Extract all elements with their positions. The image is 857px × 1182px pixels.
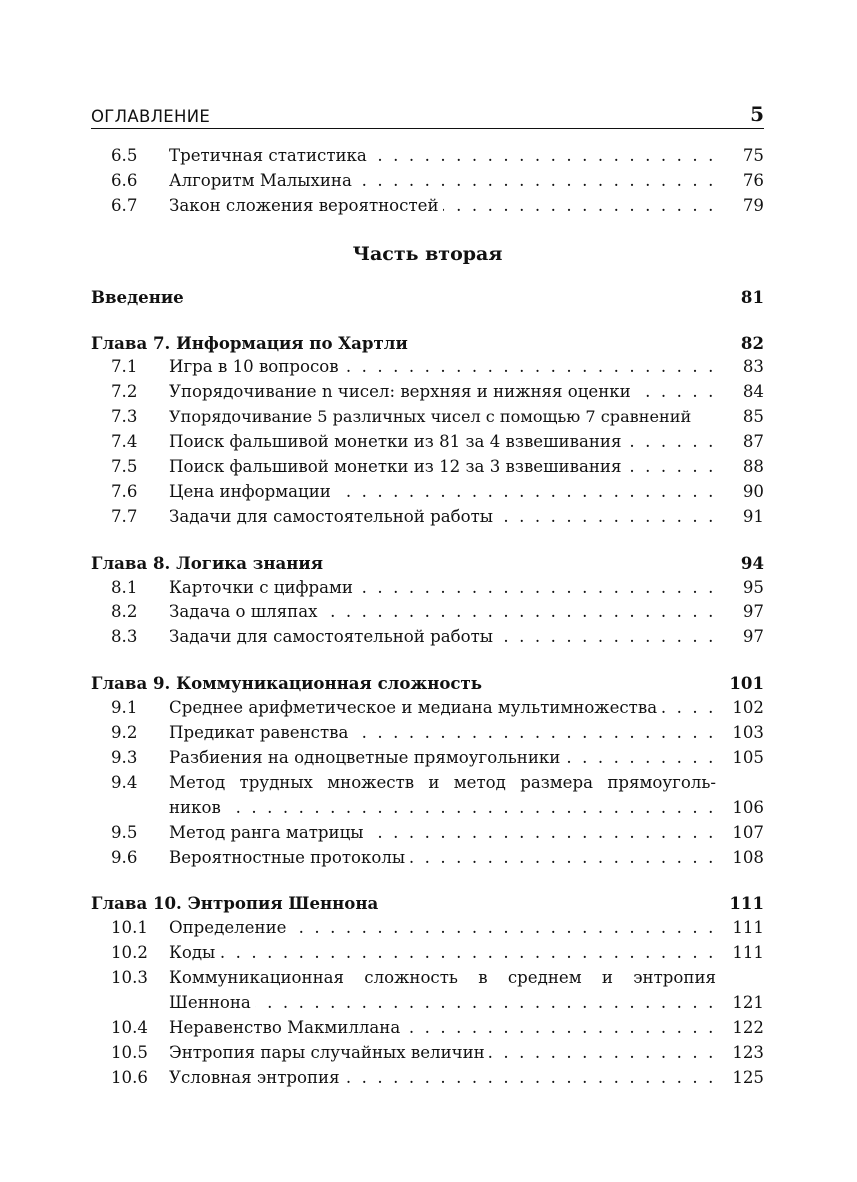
section-title: Условная энтропия xyxy=(169,1068,344,1087)
toc-entry[interactable] xyxy=(91,746,764,771)
section-number: 8.2 xyxy=(111,602,138,622)
section-title: Метод ранга матрицы xyxy=(169,823,367,842)
section-title: Алгоритм Малыхина xyxy=(169,171,356,190)
section-page: 108 xyxy=(732,847,764,867)
toc-chapter-10[interactable] xyxy=(91,891,764,916)
toc-entry[interactable] xyxy=(91,625,764,650)
chapter-page: 101 xyxy=(729,673,764,694)
section-title: Карточки с цифрами xyxy=(169,578,357,597)
toc-entry[interactable] xyxy=(91,455,764,480)
section-number: 10.2 xyxy=(111,943,148,963)
toc-entry[interactable] xyxy=(91,771,764,821)
section-number: 9.2 xyxy=(111,723,138,743)
chapter-title: Глава 7. Информация по Хартли xyxy=(91,332,408,353)
toc-entry[interactable] xyxy=(91,941,764,966)
section-title: Поиск фальшивой монетки из 12 за 3 взвешивания xyxy=(169,457,625,476)
toc-introduction[interactable] xyxy=(91,285,764,310)
section-number: 8.3 xyxy=(111,627,138,647)
toc-entry[interactable] xyxy=(91,576,764,601)
section-title: Вероятностные протоколы xyxy=(169,848,409,867)
section-title: Упорядочивание n чисел: верхняя и нижняя оценки xyxy=(169,382,635,401)
toc-entry[interactable] xyxy=(91,169,764,194)
section-title: Определение xyxy=(169,918,290,937)
section-number: 10.4 xyxy=(111,1017,148,1037)
section-title-line2: ников xyxy=(169,798,225,817)
chapter-title: Глава 8. Логика знания xyxy=(91,552,323,573)
section-number: 8.1 xyxy=(111,577,138,597)
section-title: Задачи для самостоятельной работы xyxy=(169,627,497,646)
toc-chapter-9[interactable] xyxy=(91,671,764,696)
section-number: 7.3 xyxy=(111,407,138,427)
section-page: 97 xyxy=(742,627,764,647)
section-title: Разбиения на одноцветные прямоугольники xyxy=(169,748,564,767)
running-head-title: ОГЛАВЛЕНИЕ xyxy=(91,107,211,126)
section-title: Задачи для самостоятельной работы xyxy=(169,507,497,526)
section-number: 6.6 xyxy=(111,170,138,190)
section-page: 107 xyxy=(732,822,764,842)
chapter-page: 111 xyxy=(729,893,764,914)
introduction-title: Введение xyxy=(91,286,184,307)
chapter-page: 94 xyxy=(740,552,764,573)
section-number: 10.3 xyxy=(111,968,148,988)
section-title: Коды xyxy=(169,943,219,962)
section-page: 88 xyxy=(742,457,764,477)
section-title: Неравенство Макмиллана xyxy=(169,1018,404,1037)
running-head xyxy=(91,102,764,126)
section-number: 10.6 xyxy=(111,1067,148,1087)
section-number: 7.4 xyxy=(111,432,138,452)
section-title: Игра в 10 вопросов xyxy=(169,357,343,376)
section-page: 85 xyxy=(742,407,764,427)
toc-entry[interactable] xyxy=(91,405,764,430)
section-page: 105 xyxy=(732,747,764,767)
table-of-contents xyxy=(91,144,764,1091)
section-number: 6.7 xyxy=(111,195,138,215)
section-number: 10.1 xyxy=(111,918,148,938)
section-page: 103 xyxy=(732,723,764,743)
section-title: Энтропия пары случайных величин xyxy=(169,1043,489,1062)
section-number: 9.3 xyxy=(111,747,138,767)
section-page: 75 xyxy=(742,146,764,165)
toc-entry[interactable] xyxy=(91,144,764,169)
section-page: 123 xyxy=(732,1042,764,1062)
toc-entry[interactable] xyxy=(91,600,764,625)
toc-chapter-8[interactable] xyxy=(91,551,764,576)
toc-entry[interactable] xyxy=(91,505,764,530)
toc-entry[interactable] xyxy=(91,480,764,505)
toc-entry[interactable] xyxy=(91,1041,764,1066)
section-title: Третичная статистика xyxy=(169,146,371,165)
section-page: 121 xyxy=(732,992,764,1012)
section-page: 102 xyxy=(732,698,764,718)
toc-entry[interactable] xyxy=(91,430,764,455)
section-number: 7.5 xyxy=(111,457,138,477)
toc-entry[interactable] xyxy=(91,355,764,380)
section-title: Закон сложения вероятностей xyxy=(169,196,443,215)
toc-entry[interactable] xyxy=(91,916,764,941)
header-rule xyxy=(91,128,764,129)
section-page: 111 xyxy=(732,918,764,938)
chapter-page: 82 xyxy=(740,332,764,353)
section-number: 9.4 xyxy=(111,772,138,792)
section-page: 76 xyxy=(742,170,764,190)
section-title: Упорядочивание 5 различных чисел с помощью 7 сравнений xyxy=(169,407,692,427)
toc-entry[interactable] xyxy=(91,721,764,746)
section-page: 83 xyxy=(742,357,764,377)
section-title: Поиск фальшивой монетки из 81 за 4 взвешивания xyxy=(169,432,625,451)
toc-entry[interactable] xyxy=(91,966,764,1016)
section-number: 7.6 xyxy=(111,481,138,501)
section-number: 9.1 xyxy=(111,698,138,718)
section-title-line1: Коммуникационная сложность в среднем и энтропия xyxy=(169,968,716,988)
toc-entry[interactable] xyxy=(91,846,764,871)
running-head-page-number: 5 xyxy=(750,102,764,126)
toc-entry[interactable] xyxy=(91,696,764,721)
section-title: Задача о шляпах xyxy=(169,602,322,621)
toc-chapter-7[interactable] xyxy=(91,331,764,356)
toc-entry[interactable] xyxy=(91,821,764,846)
toc-entry[interactable] xyxy=(91,1016,764,1041)
section-title: Предикат равенства xyxy=(169,723,352,742)
section-page: 79 xyxy=(742,195,764,215)
section-page: 95 xyxy=(742,577,764,597)
section-page: 122 xyxy=(732,1017,764,1037)
section-title: Цена информации xyxy=(169,482,335,501)
section-number: 7.2 xyxy=(111,382,138,402)
section-title-line1: Метод трудных множеств и метод размера прямоуголь- xyxy=(169,772,716,792)
section-page: 111 xyxy=(732,943,764,963)
section-title-line2: Шеннона xyxy=(169,993,255,1012)
section-number: 9.5 xyxy=(111,822,138,842)
chapter-title: Глава 10. Энтропия Шеннона xyxy=(91,893,379,914)
section-number: 7.7 xyxy=(111,506,138,526)
section-number: 6.5 xyxy=(111,146,138,165)
section-title: Среднее арифметическое и медиана мультимножества xyxy=(169,698,661,717)
section-page: 91 xyxy=(742,506,764,526)
section-page: 97 xyxy=(742,602,764,622)
section-number: 9.6 xyxy=(111,847,138,867)
section-page: 125 xyxy=(732,1067,764,1087)
toc-entry[interactable] xyxy=(91,1066,764,1091)
toc-entry[interactable] xyxy=(91,194,764,219)
part-heading: Часть вторая xyxy=(352,242,503,265)
section-number: 7.1 xyxy=(111,357,138,377)
toc-entry[interactable] xyxy=(91,380,764,405)
section-number: 10.5 xyxy=(111,1042,148,1062)
section-page: 84 xyxy=(742,382,764,402)
introduction-page: 81 xyxy=(740,286,764,307)
section-page: 106 xyxy=(732,797,764,817)
section-page: 90 xyxy=(742,481,764,501)
section-page: 87 xyxy=(742,432,764,452)
chapter-title: Глава 9. Коммуникационная сложность xyxy=(91,673,483,694)
